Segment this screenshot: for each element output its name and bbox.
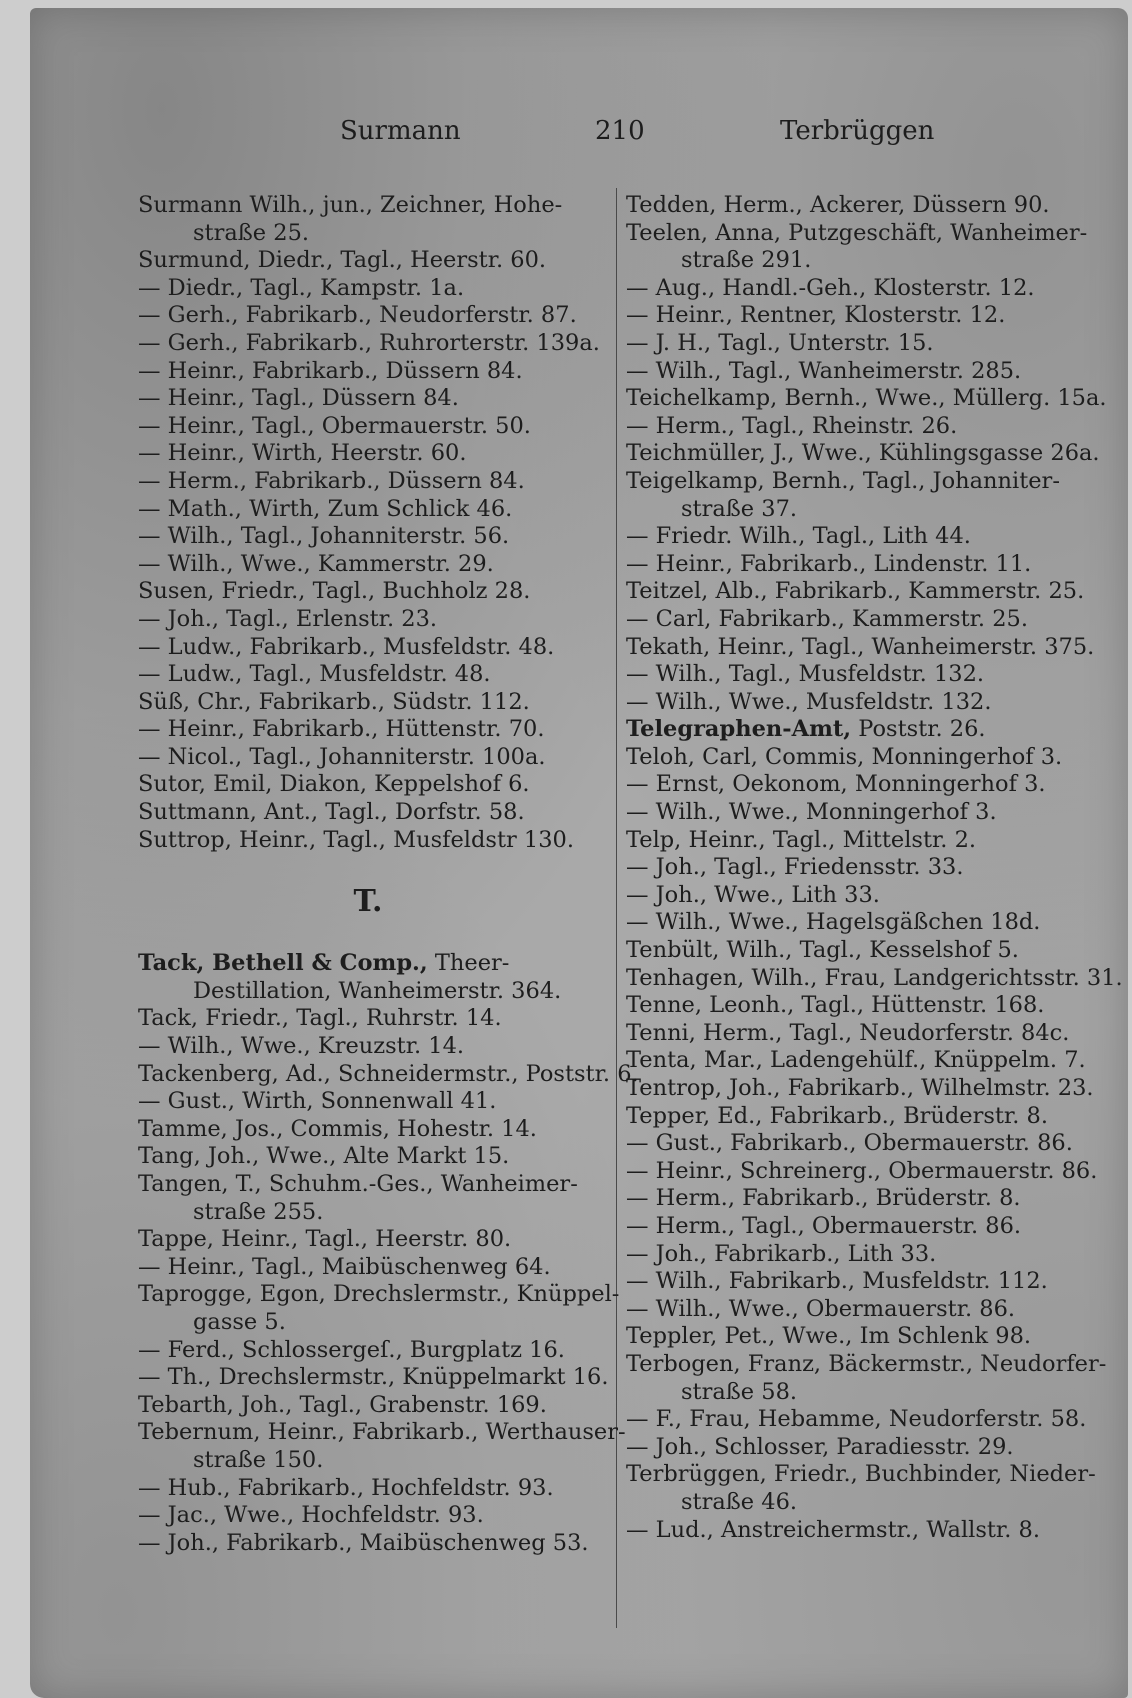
directory-entry-line: — Gerh., Fabrikarb., Ruhrorterstr. 139a.: [138, 329, 600, 356]
page-header: [30, 116, 1128, 156]
directory-entry-line: Surmann Wilh., jun., Zeichner, Hohe-: [138, 192, 563, 218]
directory-entry-line: — Ludw., Fabrikarb., Musfeldstr. 48.: [138, 633, 555, 660]
directory-entry-line: Tentrop, Joh., Fabrikarb., Wilhelmstr. 23.: [626, 1075, 1094, 1101]
directory-entry-line: — Ludw., Tagl., Musfeldstr. 48.: [138, 661, 491, 688]
directory-entry-line: — Heinr., Tagl., Obermauerstr. 50.: [138, 412, 531, 439]
entry-bold-name: Telegraphen-Amt,: [626, 716, 852, 743]
directory-entry-line: Suttrop, Heinr., Tagl., Musfeldstr 130.: [138, 826, 575, 853]
directory-entry-continuation: straße 37.: [681, 495, 798, 522]
directory-entry-line: — Heinr., Tagl., Düssern 84.: [138, 385, 459, 412]
directory-entry-line: — Diedr., Tagl., Kampstr. 1a.: [138, 274, 465, 301]
directory-entry-line: Teichelkamp, Bernh., Wwe., Müllerg. 15a.: [626, 385, 1107, 412]
directory-entry-line: Tenhagen, Wilh., Frau, Landgerichtsstr. 31.: [626, 964, 1123, 991]
directory-page: [30, 8, 1128, 1698]
directory-entry-line: Telp, Heinr., Tagl., Mittelstr. 2.: [626, 826, 977, 853]
directory-entry-line: Susen, Friedr., Tagl., Buchholz 28.: [138, 578, 531, 605]
directory-entry-line: Sutor, Emil, Diakon, Keppelshof 6.: [138, 771, 530, 798]
directory-entry-line: — Wilh., Wwe., Obermauerstr. 86.: [626, 1295, 1016, 1322]
directory-entry-line: — F., Frau, Hebamme, Neudorferstr. 58.: [626, 1406, 1087, 1433]
directory-entry-line: [138, 950, 638, 978]
directory-entry-line: Teichmüller, J., Wwe., Kühlingsgasse 26a.: [626, 440, 1100, 467]
directory-entry-continuation: straße 46.: [681, 1488, 798, 1515]
directory-entry-line: — Joh., Tagl., Friedensstr. 33.: [626, 854, 964, 881]
directory-entry-line: — Wilh., Fabrikarb., Musfeldstr. 112.: [626, 1268, 1048, 1295]
directory-entry-line: — Gust., Wirth, Sonnenwall 41.: [138, 1088, 497, 1115]
directory-entry-line: Tappe, Heinr., Tagl., Heerstr. 80.: [138, 1226, 512, 1253]
directory-entry-line: Suttmann, Ant., Tagl., Dorfstr. 58.: [138, 799, 525, 826]
directory-entry-line: — Heinr., Schreinerg., Obermauerstr. 86.: [626, 1157, 1098, 1184]
directory-entry-line: — Wilh., Tagl., Johanniterstr. 56.: [138, 523, 510, 550]
directory-entry-line: — Herm., Tagl., Obermauerstr. 86.: [626, 1212, 1022, 1239]
directory-entry-line: — Wilh., Wwe., Kreuzstr. 14.: [138, 1033, 465, 1060]
directory-entry-line: Taprogge, Egon, Drechslermstr., Knüppel-: [138, 1281, 620, 1308]
directory-entry-line: — Nicol., Tagl., Johanniterstr. 100a.: [138, 743, 546, 770]
directory-entry-line: — Hub., Fabrikarb., Hochfeldstr. 93.: [138, 1474, 554, 1501]
directory-entry-line: Tedden, Herm., Ackerer, Düssern 90.: [626, 192, 1050, 218]
directory-entry-continuation: gasse 5.: [193, 1308, 286, 1335]
directory-entry-line: — Lud., Anstreichermstr., Wallstr. 8.: [626, 1516, 1040, 1543]
directory-entry-line: Tebernum, Heinr., Fabrikarb., Werthauser-: [138, 1419, 626, 1446]
directory-entry-line: — Herm., Fabrikarb., Düssern 84.: [138, 467, 525, 494]
directory-entry-line: — Heinr., Fabrikarb., Lindenstr. 11.: [626, 550, 1032, 577]
directory-entry-line: Teitzel, Alb., Fabrikarb., Kammerstr. 25.: [626, 578, 1085, 605]
directory-entry-line: — Ferd., Schlossergeſ., Burgplatz 16.: [138, 1336, 565, 1363]
directory-entry-line: Tekath, Heinr., Tagl., Wanheimerstr. 375.: [626, 633, 1095, 660]
directory-entry-line: — Friedr. Wilh., Tagl., Lith 44.: [626, 523, 971, 550]
directory-entry-line: — Joh., Schlosser, Paradiesstr. 29.: [626, 1433, 1014, 1460]
directory-entry-line: — Joh., Wwe., Lith 33.: [626, 881, 880, 908]
directory-entry-line: — J. H., Tagl., Unterstr. 15.: [626, 329, 934, 356]
directory-entry-line: — Wilh., Tagl., Musfeldstr. 132.: [626, 661, 985, 688]
directory-entry-line: Tack, Friedr., Tagl., Ruhrstr. 14.: [138, 1005, 502, 1032]
directory-entry-continuation: straße 291.: [681, 247, 812, 274]
directory-entry-line: — Wilh., Wwe., Monningerhof 3.: [626, 799, 997, 826]
directory-entry-line: Tenni, Herm., Tagl., Neudorferstr. 84c.: [626, 1019, 1070, 1046]
right-column: [626, 192, 1123, 1544]
directory-entry-line: — Herm., Tagl., Rheinstr. 26.: [626, 412, 958, 439]
directory-entry-line: — Gust., Fabrikarb., Obermauerstr. 86.: [626, 1130, 1073, 1157]
directory-entry-line: — Wilh., Wwe., Hagelsgäßchen 18d.: [626, 909, 1041, 936]
directory-entry-line: Teloh, Carl, Commis, Monningerhof 3.: [626, 743, 1063, 770]
section-heading: T.: [353, 884, 383, 920]
header-right-keyword: Terbrüggen: [780, 116, 935, 146]
entry-rest: Theer-: [427, 950, 510, 977]
directory-entry-line: — Wilh., Tagl., Wanheimerstr. 285.: [626, 357, 1022, 384]
page-number: 210: [595, 116, 645, 146]
directory-entry-line: Terbogen, Franz, Bäckermstr., Neudorfer-: [626, 1350, 1107, 1377]
directory-entry-line: — Wilh., Wwe., Musfeldstr. 132.: [626, 688, 992, 715]
directory-entry-line: — Joh., Tagl., Erlenstr. 23.: [138, 605, 438, 632]
directory-entry-line: Terbrüggen, Friedr., Buchbinder, Nieder-: [626, 1461, 1096, 1488]
directory-entry-continuation: Destillation, Wanheimerstr. 364.: [193, 977, 562, 1004]
directory-entry-line: Tebarth, Joh., Tagl., Grabenstr. 169.: [138, 1391, 547, 1418]
directory-entry-line: Tangen, T., Schuhm.-Ges., Wanheimer-: [138, 1171, 578, 1197]
directory-entry-line: — Heinr., Wirth, Heerstr. 60.: [138, 440, 467, 467]
directory-entry-line: Surmund, Diedr., Tagl., Heerstr. 60.: [138, 247, 547, 274]
directory-entry-line: [626, 716, 1116, 744]
directory-entry-line: — Heinr., Fabrikarb., Düssern 84.: [138, 357, 523, 384]
directory-entry-line: Teppler, Pet., Wwe., Im Schlenk 98.: [626, 1323, 1032, 1350]
directory-entry-line: — Joh., Fabrikarb., Maibüschenweg 53.: [138, 1529, 589, 1556]
directory-entry-line: — Herm., Fabrikarb., Brüderstr. 8.: [626, 1185, 1021, 1212]
directory-entry-line: — Th., Drechslermstr., Knüppelmarkt 16.: [138, 1364, 609, 1391]
directory-entry-line: Teigelkamp, Bernh., Tagl., Johanniter-: [626, 467, 1060, 494]
directory-entry-line: Teelen, Anna, Putzgeschäft, Wanheimer-: [626, 219, 1088, 246]
directory-entry-continuation: straße 255.: [193, 1198, 324, 1225]
entry-bold-name: Tack, Bethell & Comp.,: [138, 950, 428, 977]
directory-entry-line: — Heinr., Fabrikarb., Hüttenstr. 70.: [138, 716, 545, 743]
directory-entry-line: — Aug., Handl.-Geh., Klosterstr. 12.: [626, 274, 1035, 301]
directory-entry-line: — Wilh., Wwe., Kammerstr. 29.: [138, 550, 494, 577]
directory-entry-line: — Heinr., Rentner, Klosterstr. 12.: [626, 302, 1006, 329]
directory-entry-line: Tenbült, Wilh., Tagl., Kesselshof 5.: [626, 937, 1019, 964]
directory-entry-line: — Math., Wirth, Zum Schlick 46.: [138, 495, 513, 522]
left-column: [138, 192, 638, 1557]
directory-entry-line: Tenta, Mar., Ladengehülf., Knüppelm. 7.: [626, 1047, 1086, 1074]
directory-entry-line: — Joh., Fabrikarb., Lith 33.: [626, 1240, 937, 1267]
directory-entry-line: Tang, Joh., Wwe., Alte Markt 15.: [138, 1143, 510, 1170]
directory-entry-line: — Heinr., Tagl., Maibüschenweg 64.: [138, 1253, 551, 1280]
directory-entry-continuation: straße 150.: [193, 1446, 324, 1473]
directory-entry-line: Tenne, Leonh., Tagl., Hüttenstr. 168.: [626, 992, 1045, 1019]
directory-entry-line: — Ernst, Oekonom, Monningerhof 3.: [626, 771, 1046, 798]
directory-entry-line: Süß, Chr., Fabrikarb., Südstr. 112.: [138, 688, 530, 715]
entry-rest: Poststr. 26.: [851, 716, 986, 743]
directory-entry-line: Tepper, Ed., Fabrikarb., Brüderstr. 8.: [626, 1102, 1048, 1129]
directory-entry-continuation: straße 25.: [193, 219, 310, 246]
directory-entry-continuation: straße 58.: [681, 1378, 798, 1405]
directory-entry-line: — Carl, Fabrikarb., Kammerstr. 25.: [626, 605, 1028, 632]
header-left-keyword: Surmann: [340, 116, 461, 146]
directory-entry-line: — Gerh., Fabrikarb., Neudorferstr. 87.: [138, 302, 577, 329]
directory-entry-line: Tackenberg, Ad., Schneidermstr., Poststr. 6.: [138, 1060, 639, 1087]
directory-entry-line: — Jac., Wwe., Hochfeldstr. 93.: [138, 1502, 484, 1529]
directory-entry-line: Tamme, Jos., Commis, Hohestr. 14.: [138, 1115, 537, 1142]
